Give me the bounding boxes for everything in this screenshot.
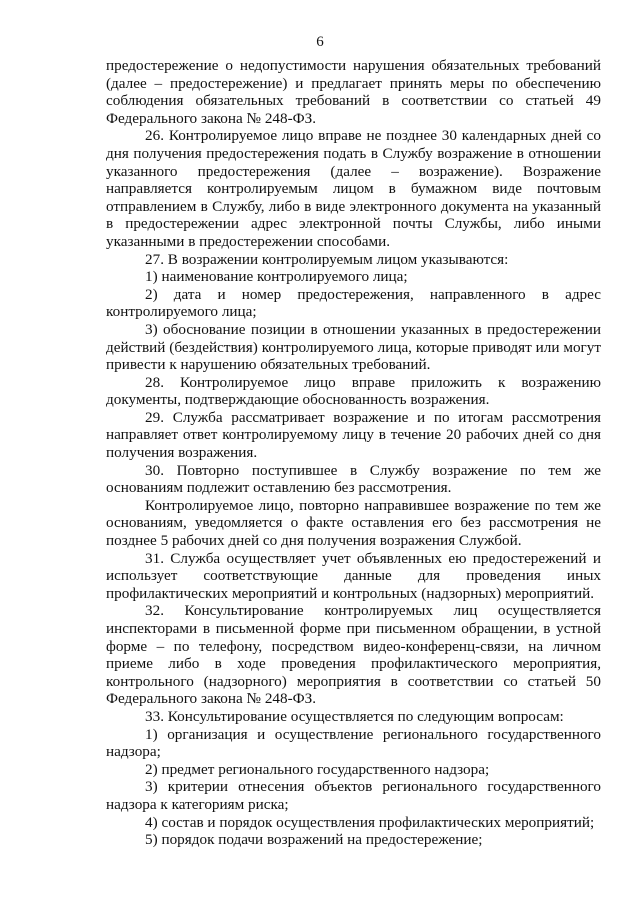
list-item-33-3: 3) критерии отнесения объектов регионального государственного надзора к категориям риска; xyxy=(106,778,601,813)
list-item-33-1: 1) организация и осуществление регионального государственного надзора; xyxy=(106,725,601,761)
document-body xyxy=(106,57,601,849)
list-item-33-5: 5) порядок подачи возражений на предостережение; xyxy=(145,831,483,849)
list-item-27-2: 2) дата и номер предостережения, направленного в адрес контролируемого лица; xyxy=(106,285,601,321)
paragraph-33: 33. Консультирование осуществляется по следующим вопросам: xyxy=(145,707,564,725)
page-number: 6 xyxy=(316,34,324,50)
paragraph-30: 30. Повторно поступившее в Службу возражение по тем же основаниям подлежит оставлению без рассмотрения. xyxy=(106,461,601,497)
paragraph-26: 26. Контролируемое лицо вправе не позднее 30 календарных дней со дня получения предостережения подать в Службу возражение в отношении указанного предостережения (далее – возражение). Возражение направляется контролируемым лицом в бумажном виде почтовым отправлением в Службу, либо в виде электронного документа на указанный в предостережении адрес электронной почты Службы, либо иными указанными в предостережении способами. xyxy=(106,127,601,250)
paragraph-29: 29. Служба рассматривает возражение и по итогам рассмотрения направляет ответ контролируемому лицу в течение 20 рабочих дней со дня получения возражения. xyxy=(106,408,601,462)
paragraph-27: 27. В возражении контролируемым лицом указываются: xyxy=(145,250,509,268)
paragraph-31: 31. Служба осуществляет учет объявленных ею предостережений и использует соответствующие данные для проведения иных профилактических мероприятий и контрольных (надзорных) мероприятий. xyxy=(106,549,601,602)
list-item-33-2: 2) предмет регионального государственного надзора; xyxy=(145,760,490,778)
paragraph-30-continued: Контролируемое лицо, повторно направившее возражение по тем же основаниям, уведомляется о факте оставления его без рассмотрения не позднее 5 рабочих дней со дня получения возражения Службой. xyxy=(106,496,601,550)
paragraph-32: 32. Консультирование контролируемых лиц осуществляется инспекторами в письменной форме при письменном обращении, в устной форме – по телефону, посредством видео-конференц-связи, на личном приеме либо в ходе проведения профилактического мероприятия, контрольного (надзорного) мероприятия в соответствии со статьей 50 Федерального закона № 248-ФЗ. xyxy=(106,602,601,708)
list-item-33-4: 4) состав и порядок осуществления профилактических мероприятий; xyxy=(145,813,595,831)
paragraph-28: 28. Контролируемое лицо вправе приложить к возражению документы, подтверждающие обоснованность возражения. xyxy=(106,373,601,409)
paragraph-continuation: предостережение о недопустимости нарушения обязательных требований (далее – предостережение) и предлагает принять меры по обеспечению соблюдения обязательных требований в соответствии со статьей 49 Федерального закона № 248-ФЗ. xyxy=(106,57,601,127)
list-item-27-1: 1) наименование контролируемого лица; xyxy=(145,268,408,286)
list-item-27-3: 3) обоснование позиции в отношении указанных в предостережении действий (бездействия) контролируемого лица, которые приводят или могут привести к нарушению обязательных требований. xyxy=(106,320,601,374)
